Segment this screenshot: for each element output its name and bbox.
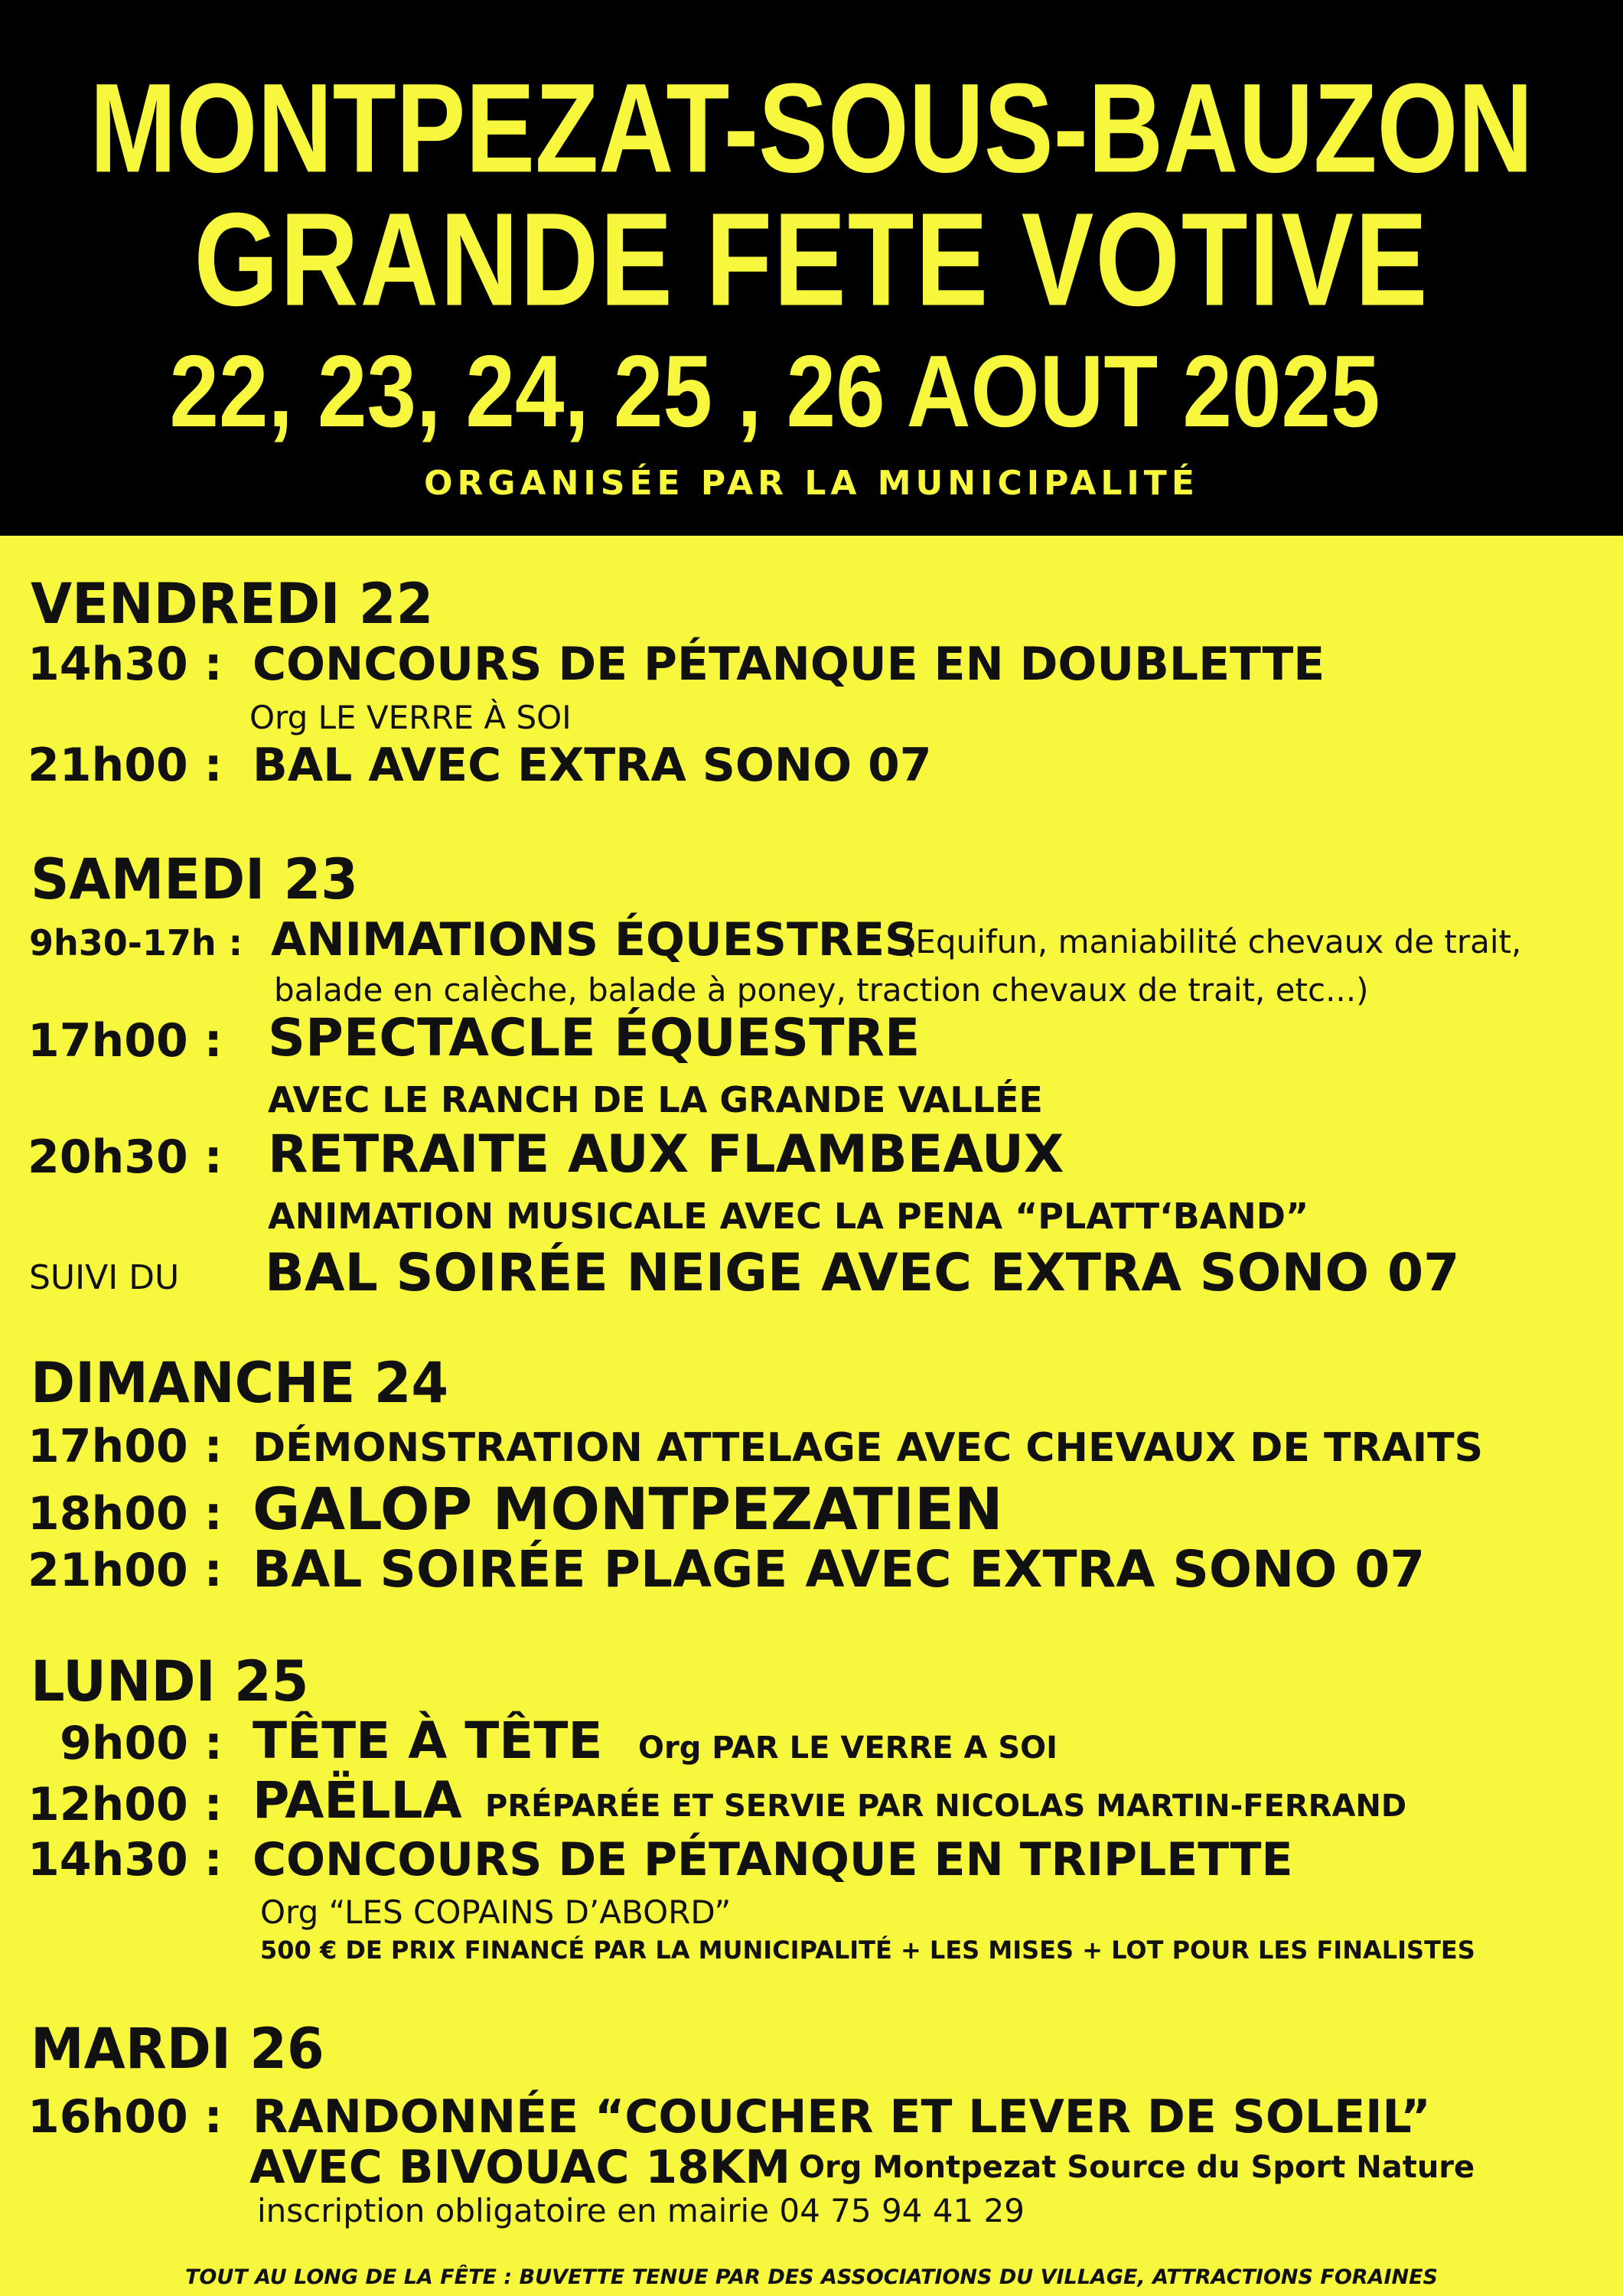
time-label: 20h30 : bbox=[28, 1130, 223, 1184]
event-text: CONCOURS DE PÉTANQUE EN TRIPLETTE bbox=[253, 1833, 1293, 1887]
event-text: RANDONNÉE “COUCHER ET LEVER DE SOLEIL” bbox=[253, 2090, 1431, 2144]
time-label: 21h00 : bbox=[28, 1544, 223, 1597]
event-text: BAL SOIRÉE PLAGE AVEC EXTRA SONO 07 bbox=[253, 1540, 1426, 1599]
footer-note: TOUT AU LONG DE LA FÊTE : BUVETTE TENUE PAR DES ASSOCIATIONS DU VILLAGE, ATTRACTIONS FORAINES bbox=[184, 2265, 1438, 2289]
day-heading-dimanche: DIMANCHE 24 bbox=[31, 1349, 449, 1416]
event-text: RETRAITE AUX FLAMBEAUX bbox=[268, 1124, 1064, 1185]
event-text: PAËLLA bbox=[253, 1771, 462, 1830]
event-text: ANIMATIONS ÉQUESTRES bbox=[271, 913, 918, 967]
time-label: 9h30-17h : bbox=[29, 922, 243, 964]
event-text: GALOP MONTPEZATIEN bbox=[253, 1475, 1003, 1543]
time-label: 17h00 : bbox=[28, 1014, 223, 1068]
time-label: 16h00 : bbox=[28, 2090, 223, 2144]
event-text: BAL AVEC EXTRA SONO 07 bbox=[253, 739, 932, 792]
day-heading-lundi: LUNDI 25 bbox=[31, 1648, 309, 1714]
organizer-note: Org LE VERRE À SOI bbox=[249, 699, 572, 736]
event-title: GRANDE FETE VOTIVE bbox=[194, 185, 1429, 334]
organizer-note: Org PAR LE VERRE A SOI bbox=[638, 1730, 1058, 1766]
day-heading-vendredi: VENDREDI 22 bbox=[31, 570, 434, 637]
event-detail: (Equifun, maniabilité chevaux de trait, bbox=[903, 923, 1522, 960]
event-text: DÉMONSTRATION ATTELAGE AVEC CHEVAUX DE TRAITS bbox=[253, 1425, 1484, 1471]
event-text: BAL SOIRÉE NEIGE AVEC EXTRA SONO 07 bbox=[265, 1243, 1460, 1303]
prize-note: 500 € DE PRIX FINANCÉ PAR LA MUNICIPALITÉ + LES MISES + LOT POUR LES FINALISTES bbox=[260, 1936, 1475, 1965]
time-label: 14h30 : bbox=[28, 1833, 223, 1887]
event-detail: PRÉPARÉE ET SERVIE PAR NICOLAS MARTIN-FERRAND bbox=[485, 1789, 1407, 1824]
time-label: 12h00 : bbox=[28, 1778, 223, 1831]
event-sub: ANIMATION MUSICALE AVEC LA PENA “PLATT‘BAND” bbox=[268, 1195, 1309, 1237]
event-text: SPECTACLE ÉQUESTRE bbox=[268, 1008, 921, 1068]
prefix-text: SUIVI DU bbox=[29, 1258, 180, 1297]
event-text: TÊTE À TÊTE bbox=[253, 1711, 603, 1770]
day-heading-samedi: SAMEDI 23 bbox=[31, 846, 358, 912]
time-label: 14h30 : bbox=[28, 638, 223, 691]
time-label: 21h00 : bbox=[28, 739, 223, 792]
town-title: MONTPEZAT-SOUS-BAUZON bbox=[90, 57, 1533, 199]
event-sub: AVEC LE RANCH DE LA GRANDE VALLÉE bbox=[268, 1079, 1043, 1120]
time-label: 17h00 : bbox=[28, 1420, 223, 1473]
event-detail: balade en calèche, balade à poney, traction chevaux de trait, etc...) bbox=[274, 971, 1369, 1009]
organizer-line: ORGANISÉE PAR LA MUNICIPALITÉ bbox=[424, 464, 1199, 503]
event-text: CONCOURS DE PÉTANQUE EN DOUBLETTE bbox=[253, 638, 1325, 691]
registration-info: inscription obligatoire en mairie 04 75 94 41 29 bbox=[257, 2192, 1025, 2229]
event-sub: AVEC BIVOUAC 18KM bbox=[249, 2141, 791, 2194]
organizer-note: Org “LES COPAINS D’ABORD” bbox=[260, 1893, 732, 1931]
event-dates: 22, 23, 24, 25 , 26 AOUT 2025 bbox=[169, 334, 1380, 448]
organizer-note: Org Montpezat Source du Sport Nature bbox=[799, 2150, 1475, 2185]
header-banner bbox=[0, 0, 1623, 536]
day-heading-mardi: MARDI 26 bbox=[31, 2015, 324, 2082]
time-label: 9h00 : bbox=[60, 1717, 223, 1770]
time-label: 18h00 : bbox=[28, 1487, 223, 1541]
